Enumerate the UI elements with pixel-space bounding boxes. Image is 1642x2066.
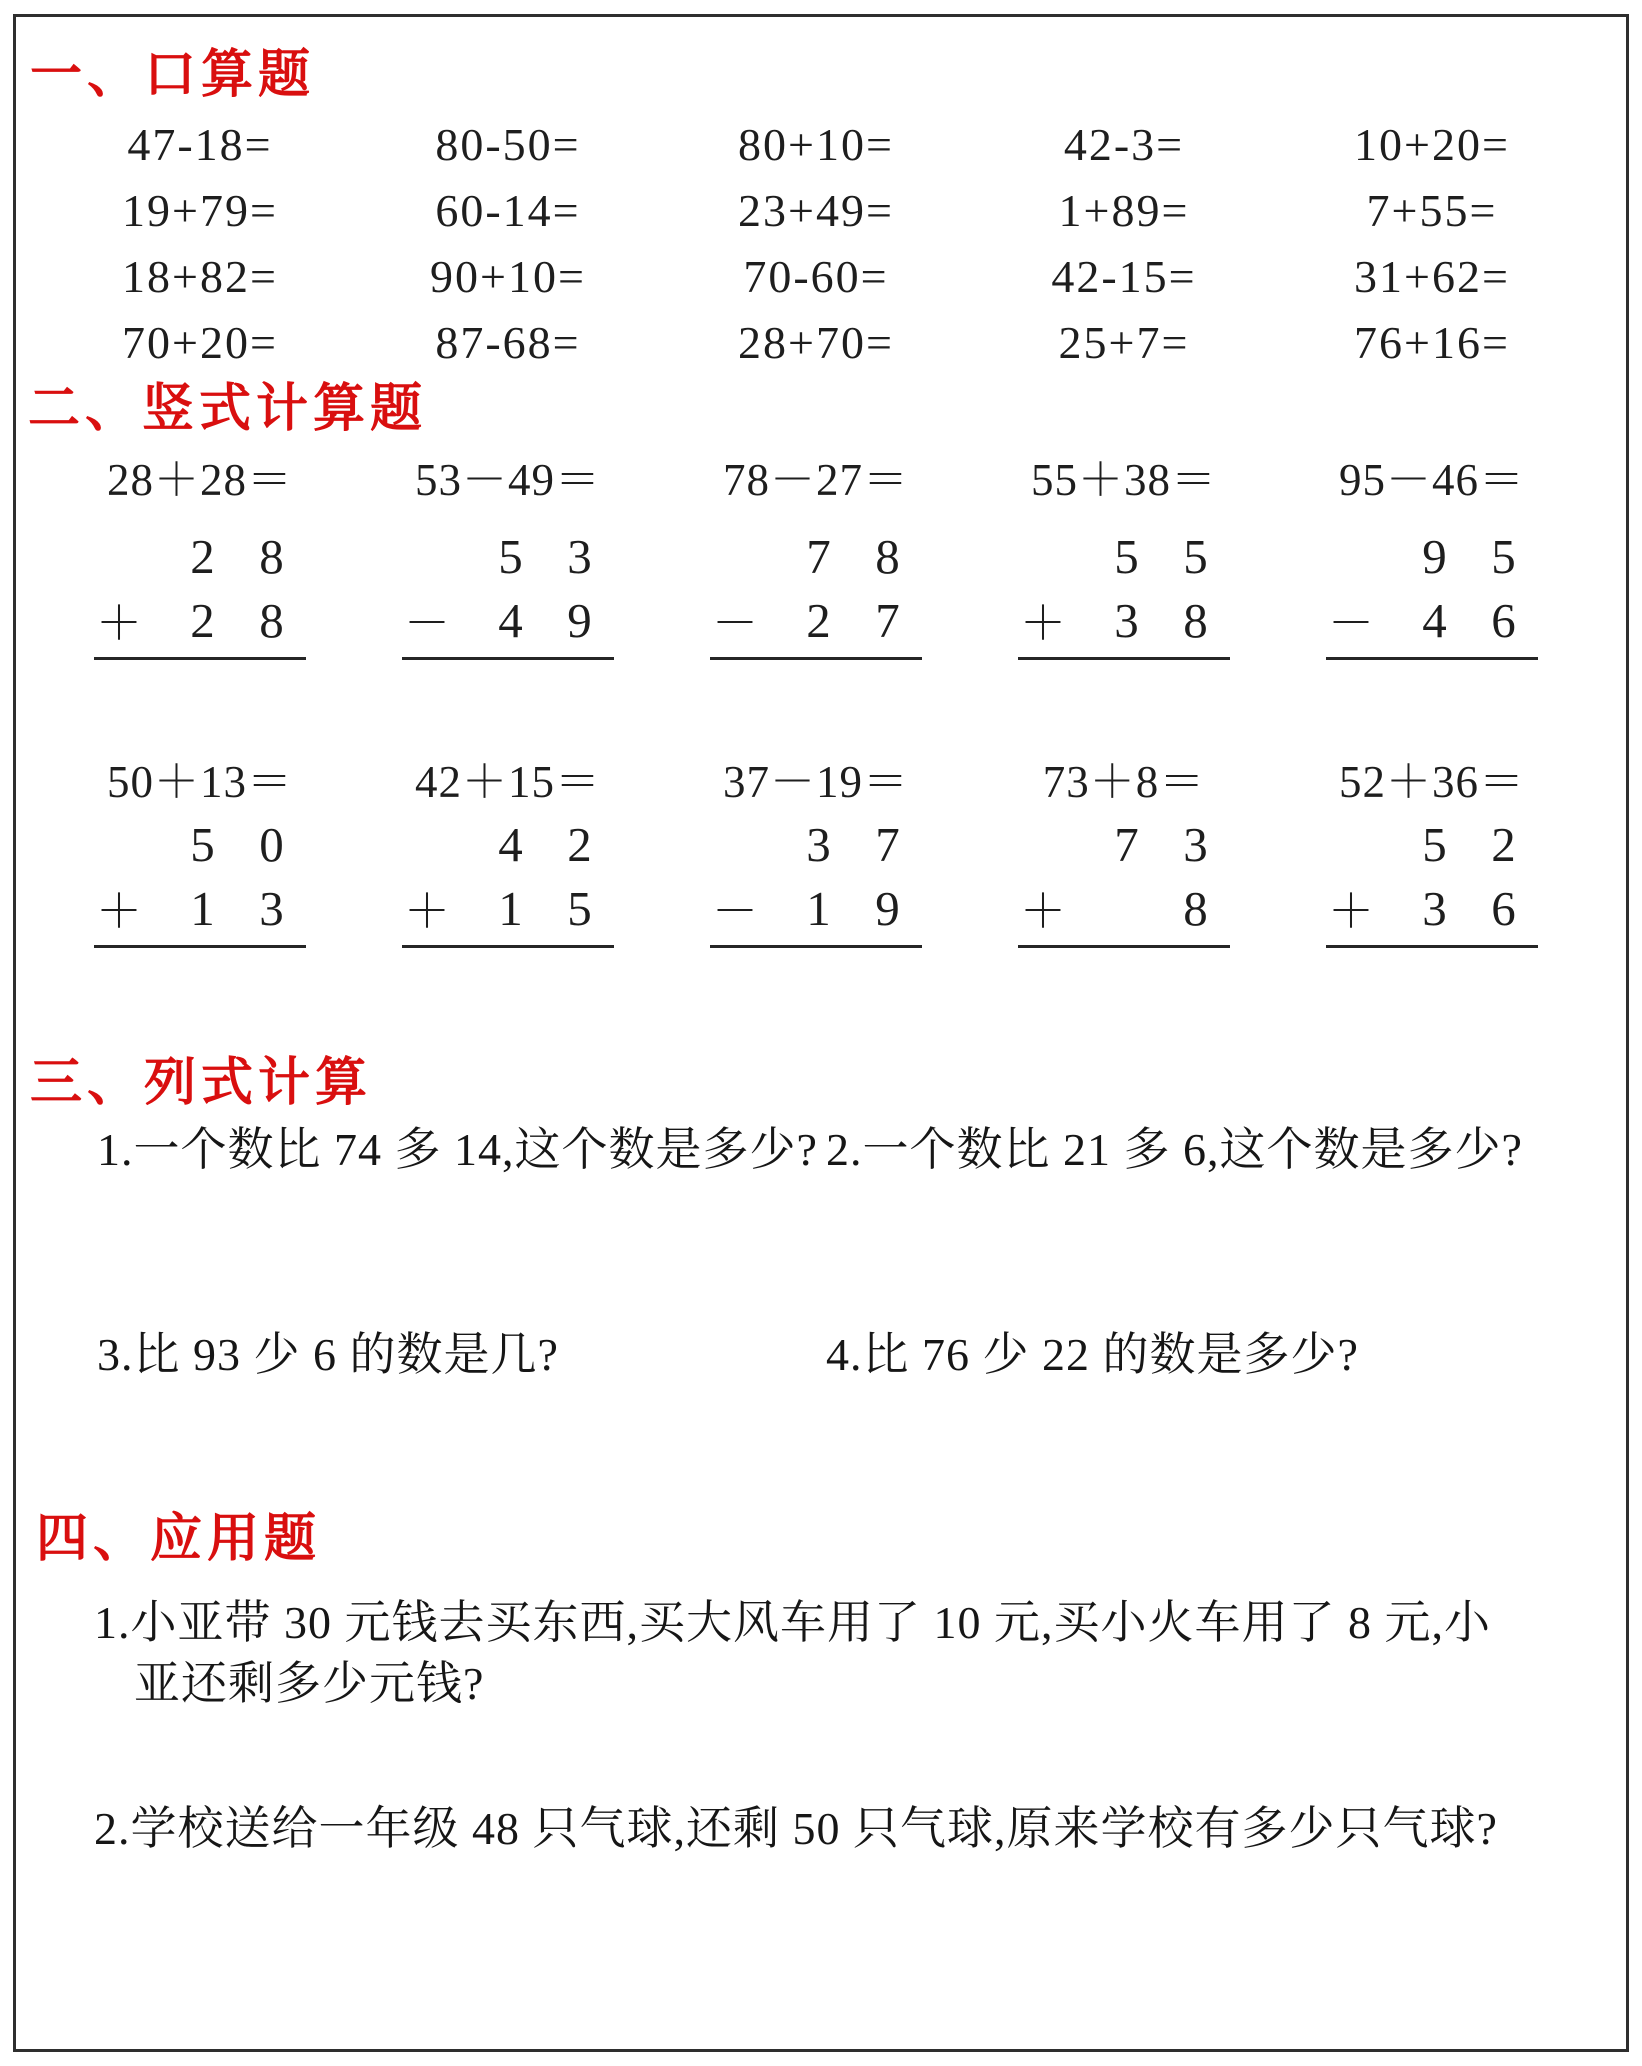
- stack-digit: 2: [567, 816, 592, 872]
- stack-operand-row: [402, 875, 614, 937]
- stack-sum-line: [1018, 945, 1230, 948]
- oral-problem-r2c4: 1+89=: [1058, 184, 1190, 236]
- oral-problem-r3c1: 18+82=: [122, 250, 278, 302]
- stack-digit: 5: [1422, 816, 1447, 872]
- stack-digit: 7: [806, 528, 831, 584]
- stack-operand-row: [1018, 813, 1230, 875]
- oral-problem-r3c2: 90+10=: [430, 250, 586, 302]
- oral-problem-r2c5: 7+55=: [1366, 184, 1498, 236]
- stack-operand-row: [1326, 587, 1538, 649]
- stack-operand-row: [94, 587, 306, 649]
- vertical-stack-g1-4: [1018, 525, 1230, 660]
- oral-problem-r4c4: 25+7=: [1058, 316, 1190, 368]
- stack-operand-row: [402, 587, 614, 649]
- section-expression-heading: 三、列式计算: [30, 1055, 373, 1112]
- expression-problem-1: 1.一个数比 74 多 14,这个数是多少?: [97, 1124, 818, 1175]
- stack-digit: 3: [806, 816, 831, 872]
- stack-digit: 9: [567, 592, 592, 648]
- vertical-equation-g1-5: 95－46＝: [1338, 455, 1525, 505]
- stack-operand-row: [1326, 875, 1538, 937]
- oral-problem-r1c1: 47-18=: [127, 118, 273, 170]
- stack-operator: －: [1328, 598, 1374, 649]
- stack-operand-row: [710, 813, 922, 875]
- stack-digit: 9: [1422, 528, 1447, 584]
- stack-operand-row: [710, 587, 922, 649]
- vertical-stack-g1-1: [94, 525, 306, 660]
- stack-operator: －: [712, 598, 758, 649]
- stack-operand-row: [1326, 813, 1538, 875]
- stack-digit: 3: [1114, 592, 1139, 648]
- word-problem-2-line-1: 2.学校送给一年级 48 只气球,还剩 50 只气球,原来学校有多少只气球?: [94, 1803, 1498, 1854]
- word-problem-1-line-2: 亚还剩多少元钱?: [134, 1658, 485, 1709]
- expression-problem-2: 2.一个数比 21 多 6,这个数是多少?: [826, 1124, 1523, 1175]
- vertical-stack-g2-5: [1326, 813, 1538, 948]
- stack-sum-line: [1326, 657, 1538, 660]
- stack-digit: 1: [806, 880, 831, 936]
- oral-problem-r3c5: 31+62=: [1354, 250, 1510, 302]
- stack-operand-row: [402, 525, 614, 587]
- stack-operand-row: [710, 525, 922, 587]
- stack-digit: 5: [567, 880, 592, 936]
- vertical-equation-g2-4: 73＋8＝: [1042, 757, 1206, 807]
- stack-digit: 3: [1183, 816, 1208, 872]
- oral-problem-r1c3: 80+10=: [738, 118, 894, 170]
- vertical-equations-row-1: [46, 443, 1586, 508]
- stack-digit: 5: [1114, 528, 1139, 584]
- page-border-frame: [13, 14, 1629, 2052]
- stack-digit: 5: [498, 528, 523, 584]
- stack-operator: ＋: [96, 598, 142, 649]
- vertical-stack-g2-4: [1018, 813, 1230, 948]
- stack-digit: 2: [190, 592, 215, 648]
- oral-problem-r1c4: 42-3=: [1063, 118, 1185, 170]
- stack-digit: 6: [1491, 880, 1516, 936]
- vertical-stacks-row-2: [46, 813, 1586, 948]
- vertical-stack-g1-5: [1326, 525, 1538, 660]
- stack-operator: ＋: [1020, 886, 1066, 937]
- stack-operator: ＋: [404, 886, 450, 937]
- vertical-equation-g2-3: 37－19＝: [722, 757, 909, 807]
- vertical-equation-g1-4: 55＋38＝: [1030, 455, 1217, 505]
- stack-sum-line: [710, 657, 922, 660]
- stack-operator: －: [404, 598, 450, 649]
- stack-digit: 4: [1422, 592, 1447, 648]
- expression-problem-3: 3.比 93 少 6 的数是几?: [97, 1329, 559, 1380]
- stack-digit: 8: [875, 528, 900, 584]
- vertical-equation-g1-3: 78－27＝: [722, 455, 909, 505]
- stack-digit: 1: [190, 880, 215, 936]
- stack-digit: 8: [1183, 880, 1208, 936]
- vertical-stack-g1-3: [710, 525, 922, 660]
- stack-operator: ＋: [1328, 886, 1374, 937]
- stack-digit: 0: [259, 816, 284, 872]
- oral-problem-r4c1: 70+20=: [122, 316, 278, 368]
- oral-problem-r4c5: 76+16=: [1354, 316, 1510, 368]
- stack-sum-line: [710, 945, 922, 948]
- stack-digit: 4: [498, 816, 523, 872]
- vertical-equation-g2-2: 42＋15＝: [414, 757, 601, 807]
- oral-problem-r2c1: 19+79=: [122, 184, 278, 236]
- vertical-stack-g2-1: [94, 813, 306, 948]
- stack-digit: 3: [1422, 880, 1447, 936]
- oral-problem-r4c3: 28+70=: [738, 316, 894, 368]
- stack-operand-row: [1326, 525, 1538, 587]
- vertical-equations-row-2: [46, 745, 1586, 810]
- stack-sum-line: [1326, 945, 1538, 948]
- stack-digit: 7: [875, 816, 900, 872]
- stack-digit: 1: [498, 880, 523, 936]
- stack-digit: 5: [1183, 528, 1208, 584]
- oral-problem-r3c3: 70-60=: [743, 250, 889, 302]
- oral-problem-r1c2: 80-50=: [435, 118, 581, 170]
- stack-sum-line: [1018, 657, 1230, 660]
- stack-digit: 8: [259, 592, 284, 648]
- vertical-stack-g2-3: [710, 813, 922, 948]
- vertical-equation-g1-2: 53－49＝: [414, 455, 601, 505]
- stack-operand-row: [1018, 525, 1230, 587]
- stack-digit: 8: [259, 528, 284, 584]
- stack-digit: 3: [567, 528, 592, 584]
- expression-problem-4: 4.比 76 少 22 的数是多少?: [826, 1329, 1359, 1380]
- stack-operator: ＋: [1020, 598, 1066, 649]
- stack-digit: 5: [1491, 528, 1516, 584]
- oral-problem-r2c2: 60-14=: [435, 184, 581, 236]
- section-oral-heading: 一、口算题: [30, 47, 316, 104]
- vertical-equation-g2-1: 50＋13＝: [106, 757, 293, 807]
- section-word-heading: 四、应用题: [36, 1511, 322, 1568]
- stack-digit: 5: [190, 816, 215, 872]
- stack-operand-row: [94, 813, 306, 875]
- stack-digit: 2: [1491, 816, 1516, 872]
- stack-operand-row: [94, 875, 306, 937]
- stack-digit: 9: [875, 880, 900, 936]
- stack-digit: 8: [1183, 592, 1208, 648]
- stack-digit: 6: [1491, 592, 1516, 648]
- stack-digit: 7: [1114, 816, 1139, 872]
- stack-operand-row: [402, 813, 614, 875]
- stack-sum-line: [402, 657, 614, 660]
- stack-digit: 2: [190, 528, 215, 584]
- vertical-equation-g1-1: 28＋28＝: [106, 455, 293, 505]
- stack-digit: 2: [806, 592, 831, 648]
- vertical-stack-g2-2: [402, 813, 614, 948]
- stack-digit: 3: [259, 880, 284, 936]
- stack-digit: 7: [875, 592, 900, 648]
- oral-problem-grid: [46, 111, 1586, 375]
- oral-problem-r4c2: 87-68=: [435, 316, 581, 368]
- stack-digit: 4: [498, 592, 523, 648]
- oral-problem-r2c3: 23+49=: [738, 184, 894, 236]
- stack-sum-line: [402, 945, 614, 948]
- vertical-stack-g1-2: [402, 525, 614, 660]
- word-problem-1-line-1: 1.小亚带 30 元钱去买东西,买大风车用了 10 元,买小火车用了 8 元,小: [94, 1597, 1491, 1648]
- stack-operand-row: [1018, 587, 1230, 649]
- stack-operator: ＋: [96, 886, 142, 937]
- stack-sum-line: [94, 657, 306, 660]
- oral-problem-r1c5: 10+20=: [1354, 118, 1510, 170]
- vertical-equation-g2-5: 52＋36＝: [1338, 757, 1525, 807]
- oral-problem-r3c4: 42-15=: [1051, 250, 1197, 302]
- stack-sum-line: [94, 945, 306, 948]
- stack-operand-row: [1018, 875, 1230, 937]
- stack-operator: －: [712, 886, 758, 937]
- stack-operand-row: [94, 525, 306, 587]
- vertical-stacks-row-1: [46, 525, 1586, 660]
- section-vertical-heading: 二、竖式计算题: [28, 381, 428, 438]
- stack-operand-row: [710, 875, 922, 937]
